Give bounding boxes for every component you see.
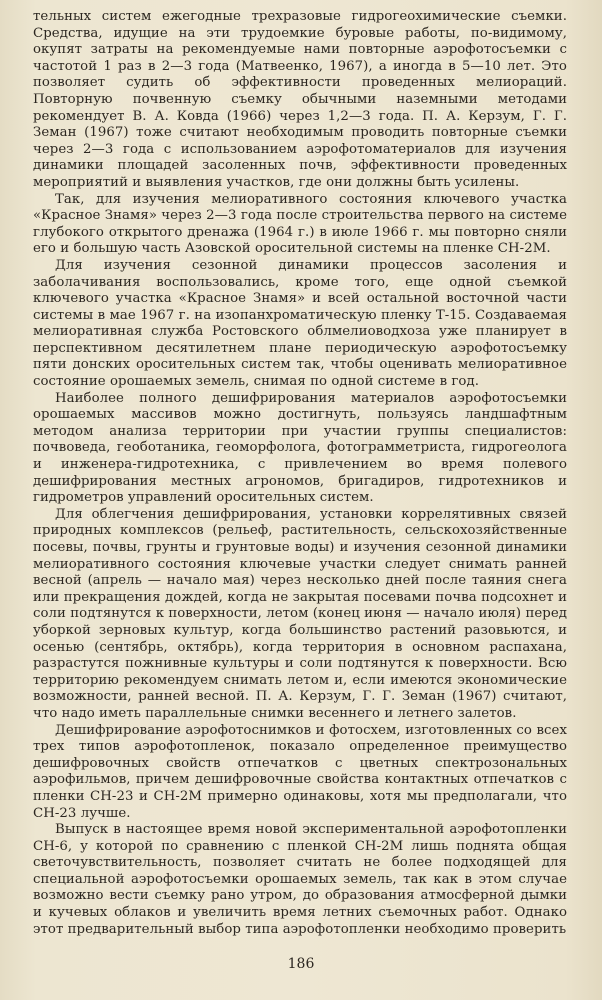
paragraph-7: Выпуск в настоящее время новой экспериментальной аэрофотопленки СН-6, у которой по сравнению с пленкой СН-2М лишь поднята общая светочувствительность, позволяет считать не более подходящей для специальной аэрофотосъемки орошаемых земель, так как в этом случае возможно вести съемку рано утром, до образования атмосферной дымки и кучевых облаков и увеличить время летних съемочных работ. Однако этот предварительный выбор типа аэрофотопленки необходимо проверить	[33, 822, 567, 937]
paragraph-3: Для изучения сезонной динамики процессов засоления и заболачивания воспользовались, кроме того, еще одной съемкой ключевого участка «Красное Знамя» и всей остальной восточной части системы в мае 1967 г. на изопанхроматическую пленку Т-15. Создаваемая мелиоративная служба Ростовского облмелиоводхоза уже планирует в перспективном десятилетнем плане периодическую аэрофотосъемку пяти донских оросительных систем так, чтобы оценивать мелиоративное состояние орошаемых земель, снимая по одной системе в год.	[33, 257, 567, 390]
page-number: 186	[287, 956, 315, 972]
paragraph-5: Для облегчения дешифрирования, установки коррелятивных связей природных комплексов (рельеф, растительность, сельскохозяйственные посевы, почвы, грунты и грунтовые воды) и изучения сезонной динамики мелиоративного состояния ключевые участки следует снимать ранней весной (апрель — начало мая) через несколько дней после таяния снега или прекращения дождей, когда не закрытая посевами почва подсохнет и соли подтянутся к поверхности, летом (конец июня — начало июля) перед уборкой зерновых культур, когда большинство растений разовьются, и осенью (сентябрь, октябрь), когда территория в основном распахана, разрастутся пожнивные культуры и соли подтянутся к поверхности. Всю территорию рекомендуем снимать летом и, если имеются экономические возможности, ранней весной. П. А. Керзум, Г. Г. Земан (1967) считают, что надо иметь параллельные снимки весеннего и летнего залетов.	[33, 506, 567, 721]
paragraph-6: Дешифрирование аэрофотоснимков и фотосхем, изготовленных со всех трех типов аэрофотопленок, показало определенное преимущество дешифровочных свойств отпечатков с цветных спектрозональных аэрофильмов, причем дешифровочные свойства контактных отпечатков с пленки СН-23 и СН-2М примерно одинаковы, хотя мы предполагали, что СН-23 лучше.	[33, 722, 567, 821]
paragraph-4: Наиболее полного дешифрирования материалов аэрофотосъемки орошаемых массивов можно достигнуть, пользуясь ландшафтным методом анализа территории при участии группы специалистов: почвоведа, геоботаника, геоморфолога, фотограмметриста, гидрогеолога и инженера-гидротехника, с привлечением во время полевого дешифрирования местных агрономов, бригадиров, гидротехников и гидрометров управлений оросительных систем.	[33, 390, 567, 506]
paragraph-2: Так, для изучения мелиоративного состояния ключевого участка «Красное Знамя» через 2—3 года после строительства первого на системе глубокого открытого дренажа (1964 г.) в июле 1966 г. мы повторно сняли его и большую часть Азовской оросительной системы на пленке СН-2М.	[33, 191, 567, 257]
body-text	[33, 9, 567, 949]
paragraph-1: тельных систем ежегодные трехразовые гидрогеохимические съемки. Средства, идущие на эти трудоемкие буровые работы, по-видимому, окупят затраты на рекомендуемые нами повторные аэрофотосъемки с частотой 1 раз в 2—3 года (Матвеенко, 1967), а иногда в 5—10 лет. Это позволяет судить об эффективности проведенных мелиораций. Повторную почвенную съемку обычными наземными методами рекомендует В. А. Ковда (1966) через 1,2—3 года. П. А. Керзум, Г. Г. Земан (1967) тоже считают необходимым проводить повторные съемки через 2—3 года с использованием аэрофотоматериалов для изучения динамики площадей засоленных почв, эффективности проведенных мероприятий и выявления участков, где они должны быть усилены.	[33, 9, 567, 190]
